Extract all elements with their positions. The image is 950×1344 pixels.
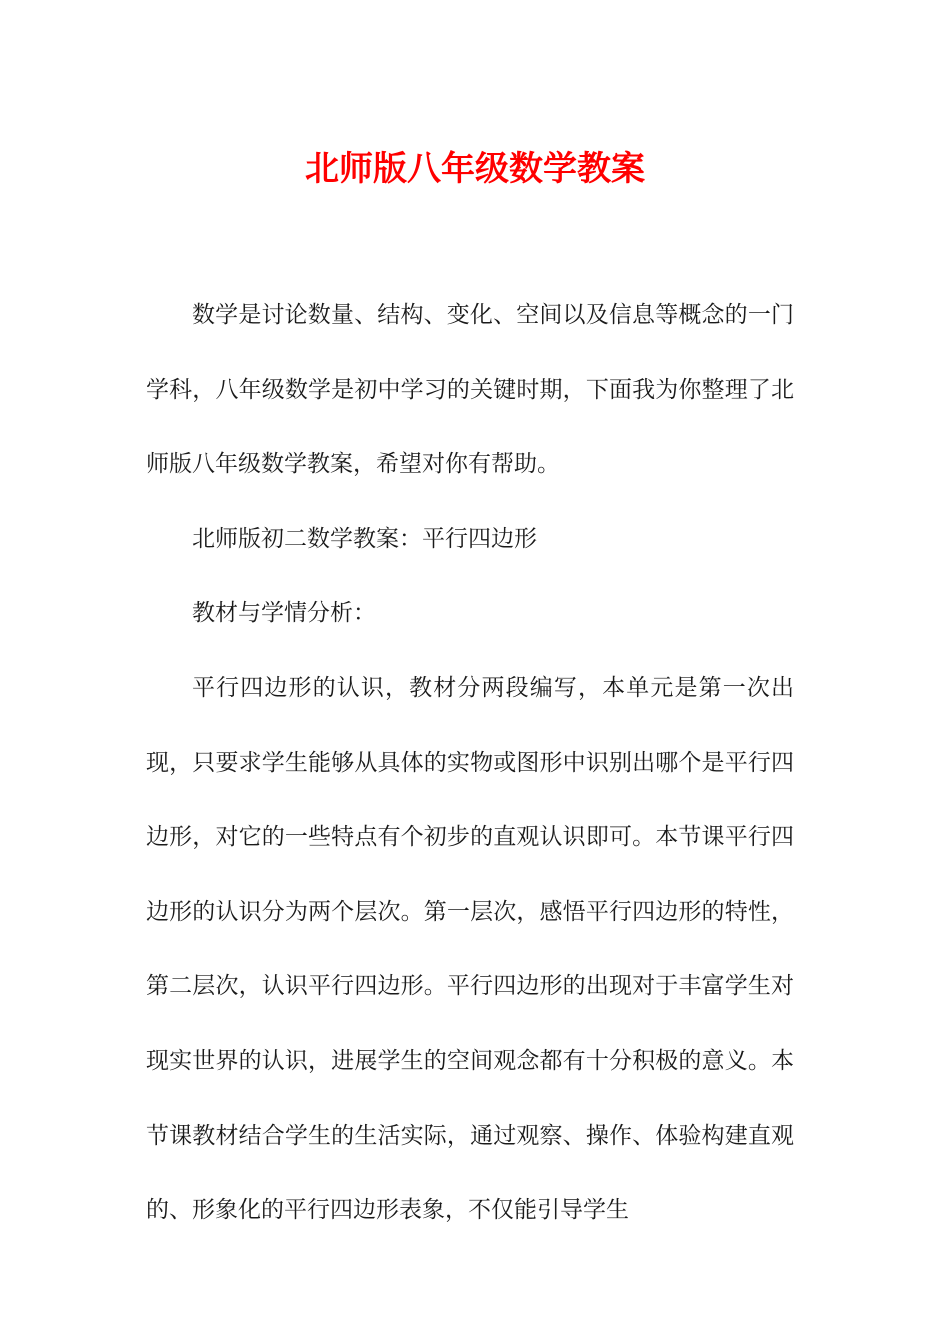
- document-title: 北师版八年级数学教案: [305, 149, 645, 189]
- document-body: [146, 278, 794, 1248]
- lesson-heading: 北师版初二数学教案：平行四边形: [192, 525, 537, 552]
- intro-paragraph: 数学是讨论数量、结构、变化、空间以及信息等概念的一门学科，八年级数学是初中学习的关键时期，下面我为你整理了北师版八年级数学教案，希望对你有帮助。: [146, 302, 794, 478]
- analysis-paragraph: 平行四边形的认识，教材分两段编写，本单元是第一次出现，只要求学生能够从具体的实物或图形中识别出哪个是平行四边形，对它的一些特点有个初步的直观认识即可。本节课平行四边形的认识分为两个层次。第一层次，感悟平行四边形的特性，第二层次，认识平行四边形。平行四边形的出现对于丰富学生对现实世界的认识，进展学生的空间观念都有十分积极的意义。本节课教材结合学生的生活实际，通过观察、操作、体验构建直观的、形象化的平行四边形表象，不仅能引导学生: [146, 674, 794, 1224]
- section-heading: 教材与学情分析：: [192, 600, 376, 627]
